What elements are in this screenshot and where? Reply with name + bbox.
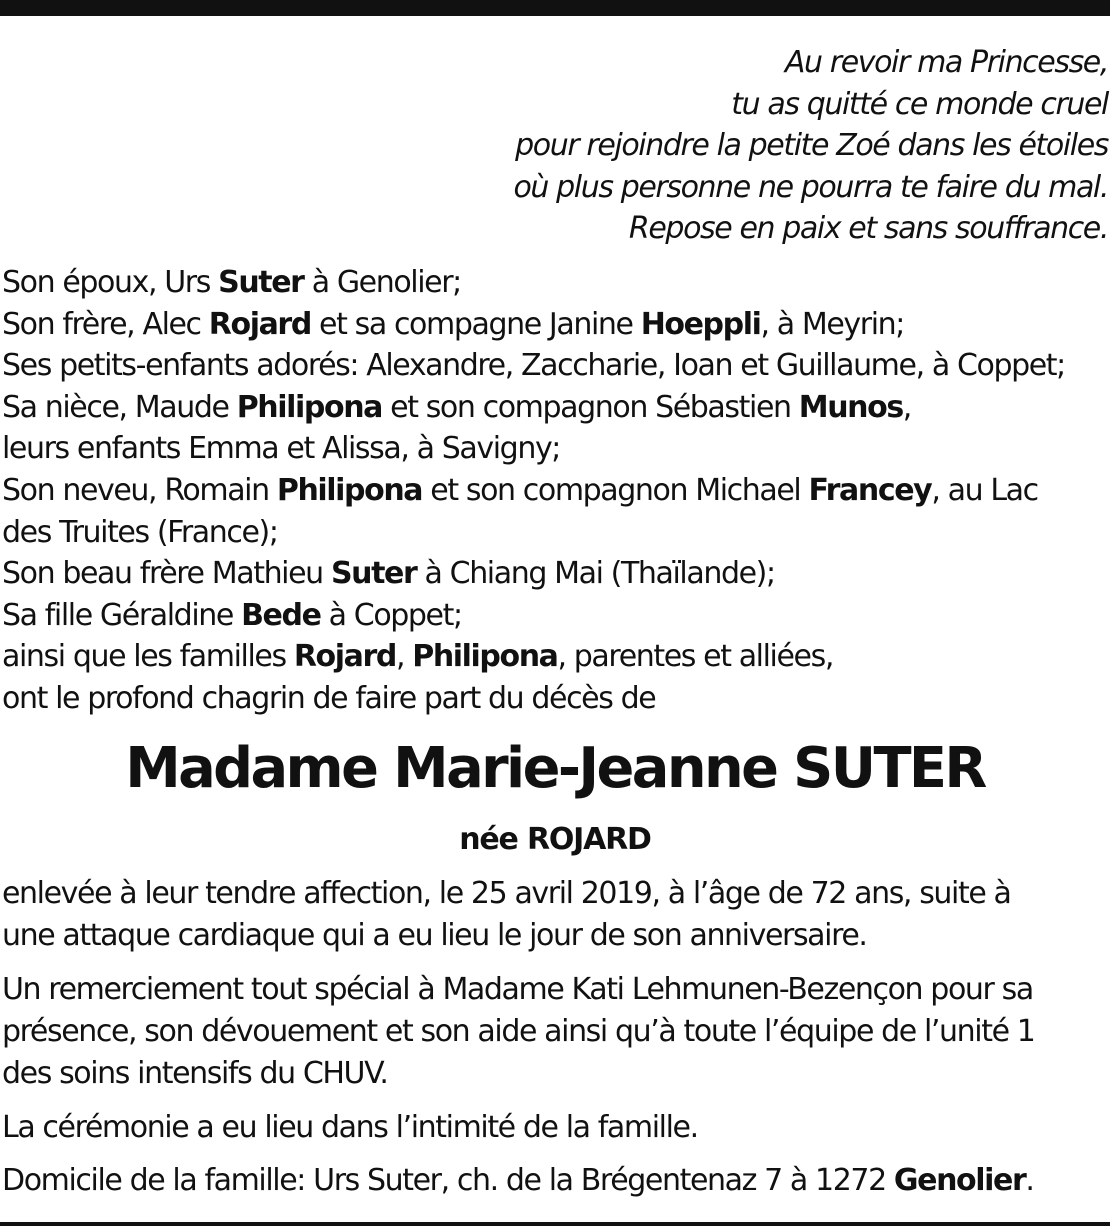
- family-surname: Bede: [241, 597, 321, 633]
- family-surname: Philipona: [236, 389, 382, 425]
- family-line-grandchildren: Ses petits-enfants adorés: Alexandre, Zaccharie, Ioan et Guillaume, à Coppet;: [2, 348, 1065, 384]
- ceremony-paragraph: [2, 1107, 698, 1149]
- poem: [513, 42, 1108, 250]
- thanks-paragraph: [2, 969, 1034, 1095]
- address-line: Domicile de la famille: Urs Suter, ch. de la Brégentenaz 7 à 1272 Genolier.: [2, 1163, 1034, 1198]
- family-line-daughter: Sa fille Géraldine Bede à Coppet;: [2, 597, 462, 633]
- announcement-paragraph: [2, 873, 1011, 957]
- family-surname: Suter: [218, 265, 304, 300]
- family-line-niece: Sa nièce, Maude Philipona et son compagnon Sébastien Munos,: [2, 389, 911, 425]
- poem-line: où plus personne ne pourra te faire du mal.: [513, 169, 1108, 205]
- family-line-brother: Son frère, Alec Rojard et sa compagne Janine Hoeppli, à Meyrin;: [2, 306, 904, 342]
- family-line-families: ainsi que les familles Rojard, Philipona, parentes et alliées,: [2, 639, 833, 675]
- family-line-nephew: Son neveu, Romain Philipona et son compagnon Michael Francey, au Lac: [2, 472, 1038, 508]
- poem-line: Repose en paix et sans souffrance.: [628, 211, 1108, 246]
- maiden-name: née ROJARD: [459, 822, 651, 857]
- thanks-line: des soins intensifs du CHUV.: [2, 1056, 388, 1091]
- family-surname: Hoeppli: [640, 306, 761, 342]
- poem-line: tu as quitté ce monde cruel: [731, 86, 1108, 122]
- poem-line: Au revoir ma Princesse,: [784, 45, 1108, 80]
- poem-line: pour rejoindre la petite Zoé dans les étoiles: [515, 128, 1108, 163]
- family-line-closing: ont le profond chagrin de faire part du décès de: [2, 680, 656, 716]
- family-surname: Suter: [330, 556, 417, 592]
- family-line-brother-in-law: Son beau frère Mathieu Suter à Chiang Mai (Thaïlande);: [2, 556, 775, 592]
- bottom-rule: [0, 1222, 1110, 1226]
- thanks-line: présence, son dévouement et son aide ainsi qu’à toute l’équipe de l’unité 1: [2, 1014, 1035, 1049]
- family-surname: Philipona: [276, 472, 423, 508]
- address-paragraph: [2, 1160, 1034, 1202]
- announcement-line: une attaque cardiaque qui a eu lieu le jour de son anniversaire.: [2, 918, 867, 953]
- family-surname: Philipona: [412, 639, 558, 675]
- family-surname: Munos: [798, 389, 903, 425]
- ceremony-line: La cérémonie a eu lieu dans l’intimité de la famille.: [2, 1110, 698, 1145]
- deceased-name: Madame Marie-Jeanne SUTER: [125, 736, 985, 801]
- family-list: [2, 262, 1065, 720]
- family-line-niece-children: leurs enfants Emma et Alissa, à Savigny;: [2, 431, 561, 467]
- announcement-line: enlevée à leur tendre affection, le 25 avril 2019, à l’âge de 72 ans, suite à: [2, 876, 1011, 911]
- family-surname: Rojard: [293, 639, 396, 675]
- family-line-nephew-location: des Truites (France);: [2, 514, 278, 550]
- address-town: Genolier: [893, 1163, 1026, 1198]
- family-surname: Rojard: [208, 306, 311, 342]
- family-line-spouse: Son époux, Urs Suter à Genolier;: [2, 265, 461, 300]
- thanks-line: Un remerciement tout spécial à Madame Kati Lehmunen-Bezençon pour sa: [2, 972, 1033, 1007]
- family-surname: Francey: [808, 472, 932, 508]
- top-rule: [0, 0, 1110, 16]
